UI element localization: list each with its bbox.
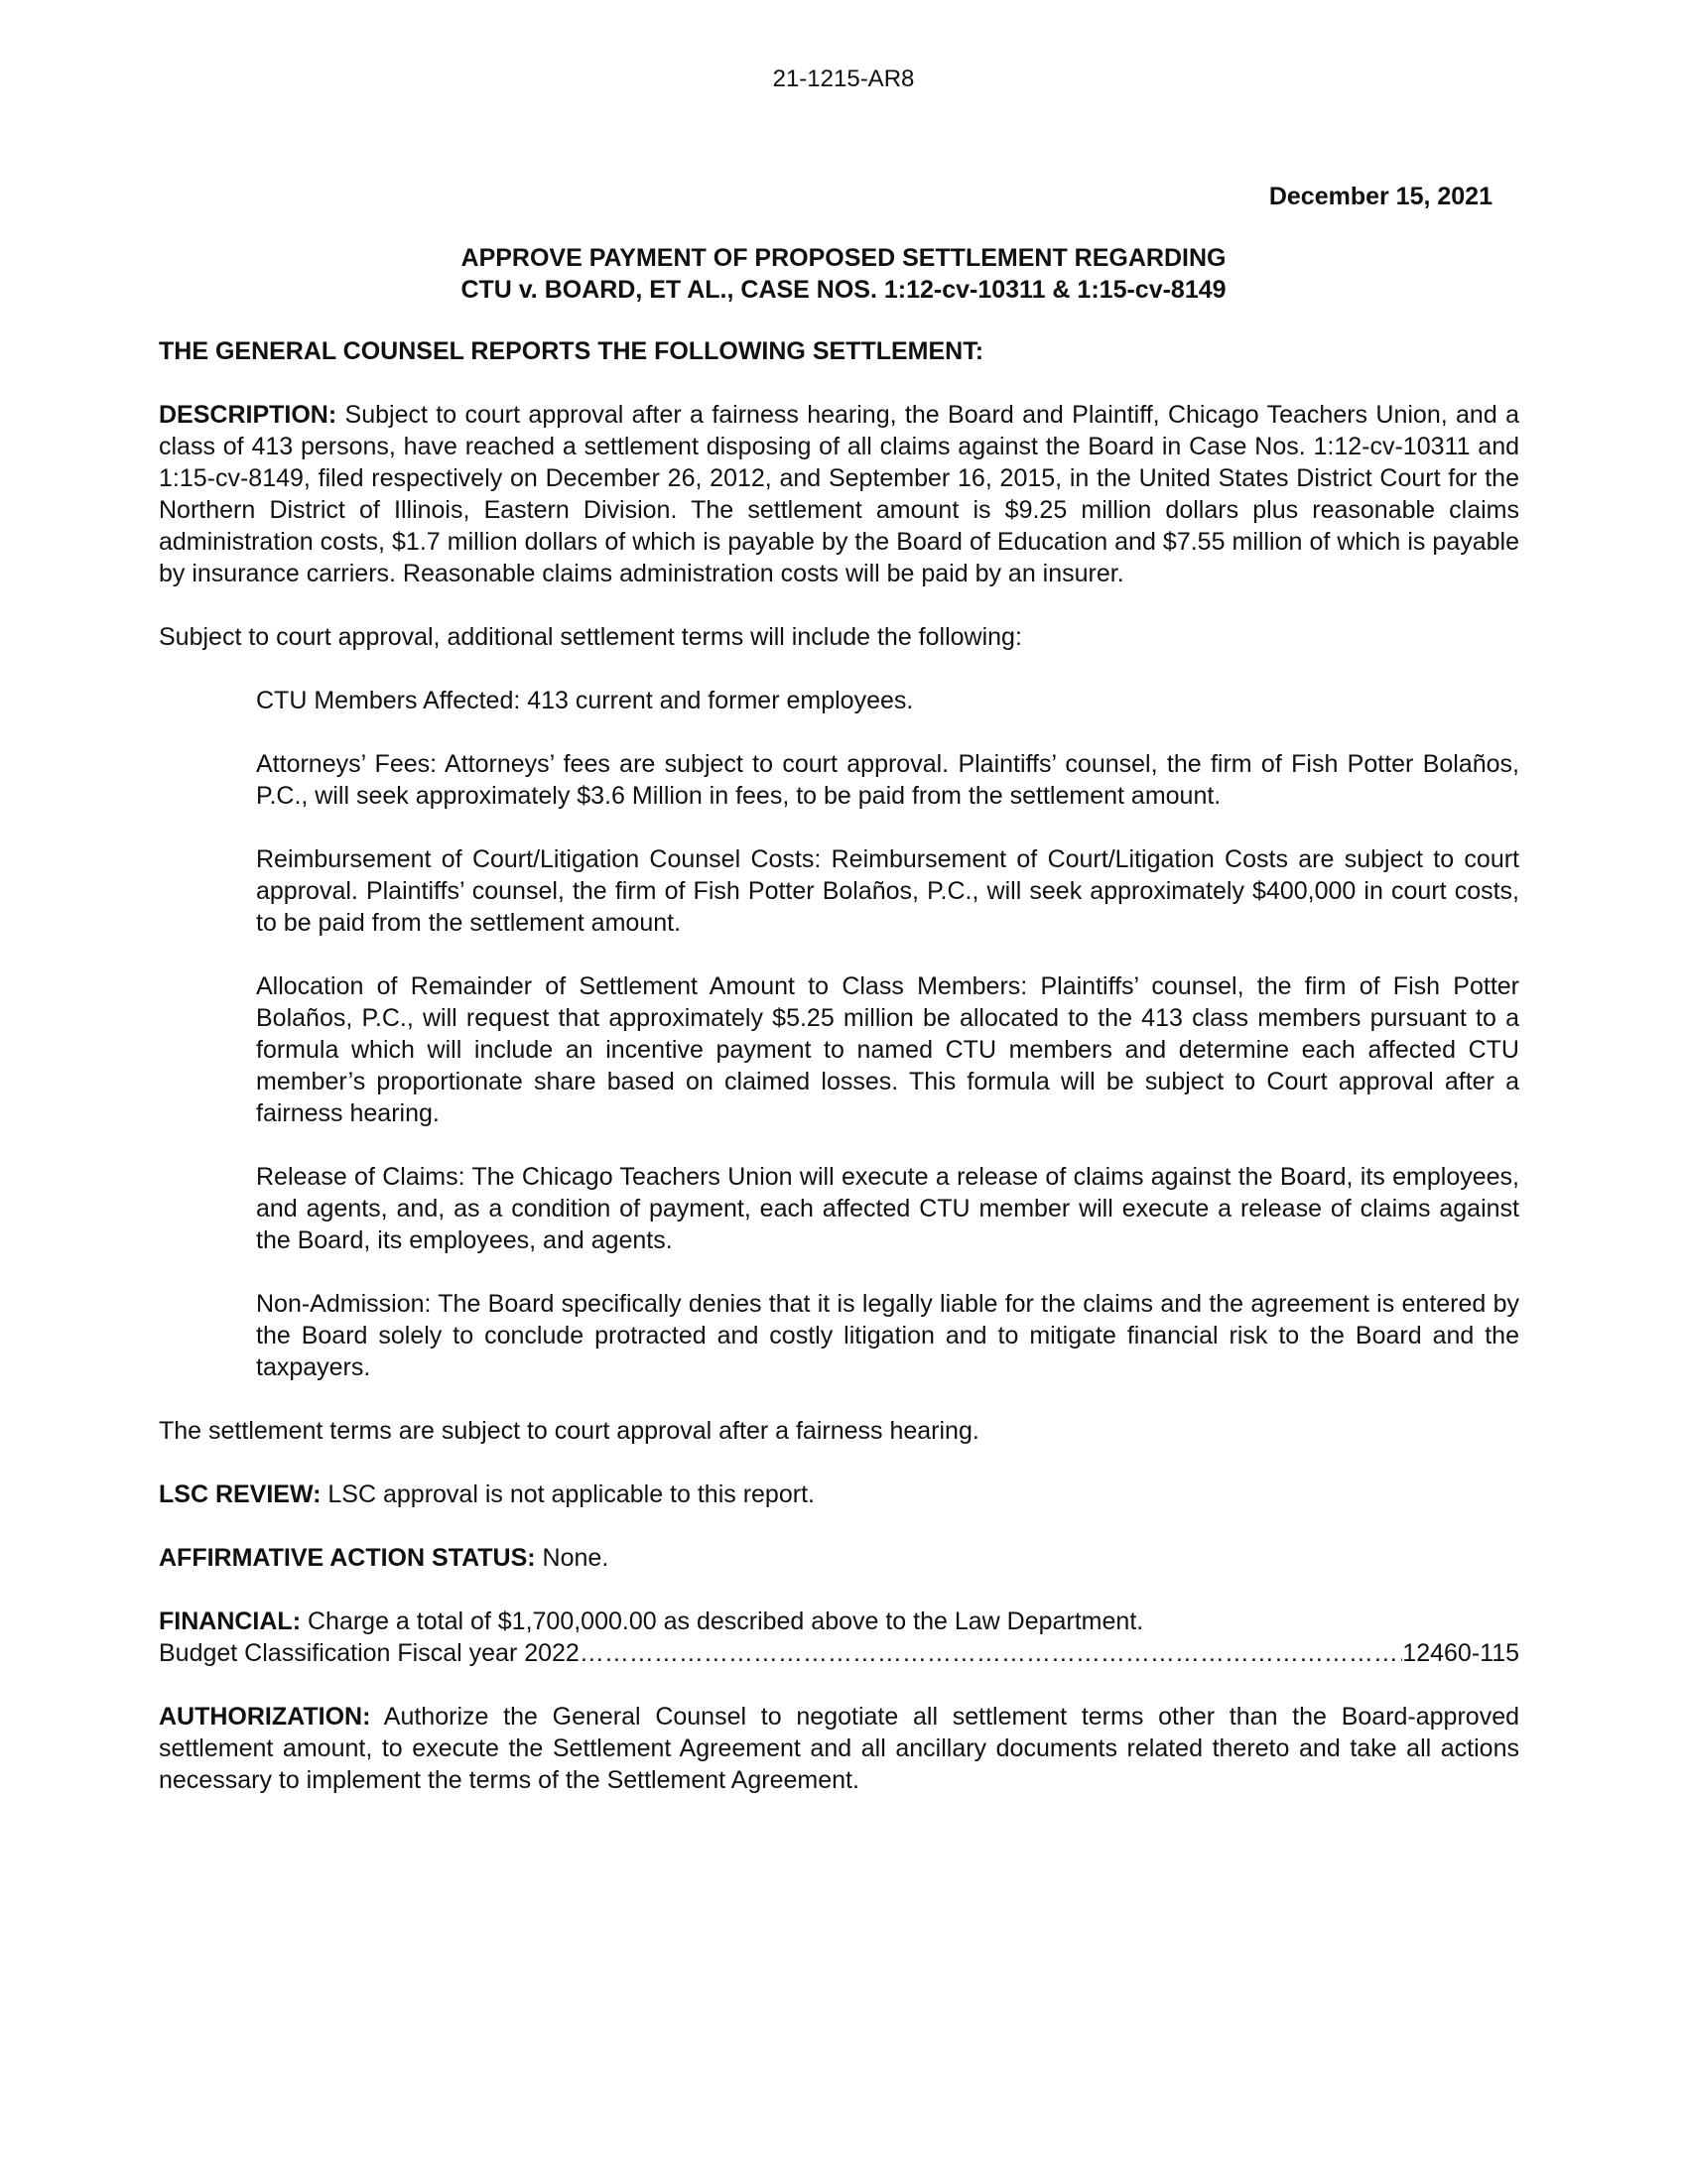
authorization-label: AUTHORIZATION: [159, 1703, 371, 1731]
budget-classification-code: 12460-115 [1402, 1639, 1519, 1667]
authorization-text: Authorize the General Counsel to negotiate all settlement terms other than the Board-approved settlement amount, to execute the Settlement Agreement and all ancillary documents related thereto and take all actions necessary to implement the terms of the Settlement Agreement. [159, 1703, 1519, 1794]
financial-paragraph [159, 1606, 1519, 1669]
document-date: December 15, 2021 [1268, 183, 1492, 210]
description-text: Subject to court approval after a fairness hearing, the Board and Plaintiff, Chicago Teachers Union, and a class of 413 persons, have reached a settlement disposing of all claims against the Board in Case Nos. 1:12-cv-10311 and 1:15-cv-8149, filed respectively on December 26, 2012, and September 16, 2015, in the United States District Court for the Northern District of Illinois, Eastern Division. The settlement amount is $9.25 million dollars plus reasonable claims administration costs, $1.7 million dollars of which is payable by the Board of Education and $7.55 million of which is payable by insurance carriers. Reasonable claims administration costs will be paid by an insurer. [159, 401, 1519, 587]
budget-classification-line [159, 1637, 1519, 1669]
lsc-review-text: LSC approval is not applicable to this report. [327, 1480, 815, 1508]
affirmative-action-text: None. [542, 1544, 609, 1572]
affirmative-action-paragraph [159, 1542, 1519, 1574]
authorization-paragraph [159, 1701, 1519, 1796]
document-title [0, 242, 1687, 306]
lsc-review-paragraph [159, 1478, 1519, 1510]
term-release-of-claims: Release of Claims: The Chicago Teachers Union will execute a release of claims against the Board, its employees, and agents, and, as a condition of payment, each affected CTU member will execute a release of claims against the Board, its employees, and agents. [256, 1163, 1519, 1254]
term-non-admission: Non-Admission: The Board specifically denies that it is legally liable for the claims and the agreement is entered by the Board solely to conclude protracted and costly litigation and to mitigate financial risk to the Board and the taxpayers. [256, 1290, 1519, 1381]
financial-text: Charge a total of $1,700,000.00 as described above to the Law Department. [307, 1607, 1144, 1635]
description-label: DESCRIPTION: [159, 401, 337, 429]
title-line-1: APPROVE PAYMENT OF PROPOSED SETTLEMENT REGARDING [460, 244, 1227, 272]
financial-label: FINANCIAL: [159, 1607, 302, 1635]
term-allocation-remainder: Allocation of Remainder of Settlement Amount to Class Members: Plaintiffs’ counsel, the firm of Fish Potter Bolaños, P.C., will request that approximately $5.25 million be allocated to the 413 class members pursuant to a formula which will include an incentive payment to named CTU members and determine each affected CTU member’s proportionate share based on claimed losses. This formula will be subject to Court approval after a fairness hearing. [256, 972, 1519, 1127]
term-members-affected: CTU Members Affected: 413 current and former employees. [256, 687, 914, 714]
lsc-review-label: LSC REVIEW: [159, 1480, 322, 1508]
budget-classification-label: Budget Classification Fiscal year 2022 [159, 1639, 580, 1667]
affirmative-action-label: AFFIRMATIVE ACTION STATUS: [159, 1544, 536, 1572]
report-heading: THE GENERAL COUNSEL REPORTS THE FOLLOWING SETTLEMENT: [159, 337, 984, 365]
approval-note: The settlement terms are subject to court approval after a fairness hearing. [159, 1417, 979, 1445]
dot-leader [580, 1637, 1402, 1669]
terms-intro: Subject to court approval, additional settlement terms will include the following: [159, 623, 1022, 651]
description-paragraph [159, 399, 1519, 589]
document-id: 21-1215-AR8 [772, 65, 915, 92]
document-body [159, 335, 1519, 1828]
title-line-2: CTU v. BOARD, ET AL., CASE NOS. 1:12-cv-10311 & 1:15-cv-8149 [460, 276, 1227, 304]
term-attorneys-fees: Attorneys’ Fees: Attorneys’ fees are subject to court approval. Plaintiffs’ counsel, the firm of Fish Potter Bolaños, P.C., will seek approximately $3.6 Million in fees, to be paid from the settlement amount. [256, 750, 1519, 810]
term-reimbursement-costs: Reimbursement of Court/Litigation Counsel Costs: Reimbursement of Court/Litigation Costs are subject to court approval. Plaintiffs’ counsel, the firm of Fish Potter Bolaños, P.C., will seek approximately $400,000 in court costs, to be paid from the settlement amount. [256, 845, 1519, 937]
